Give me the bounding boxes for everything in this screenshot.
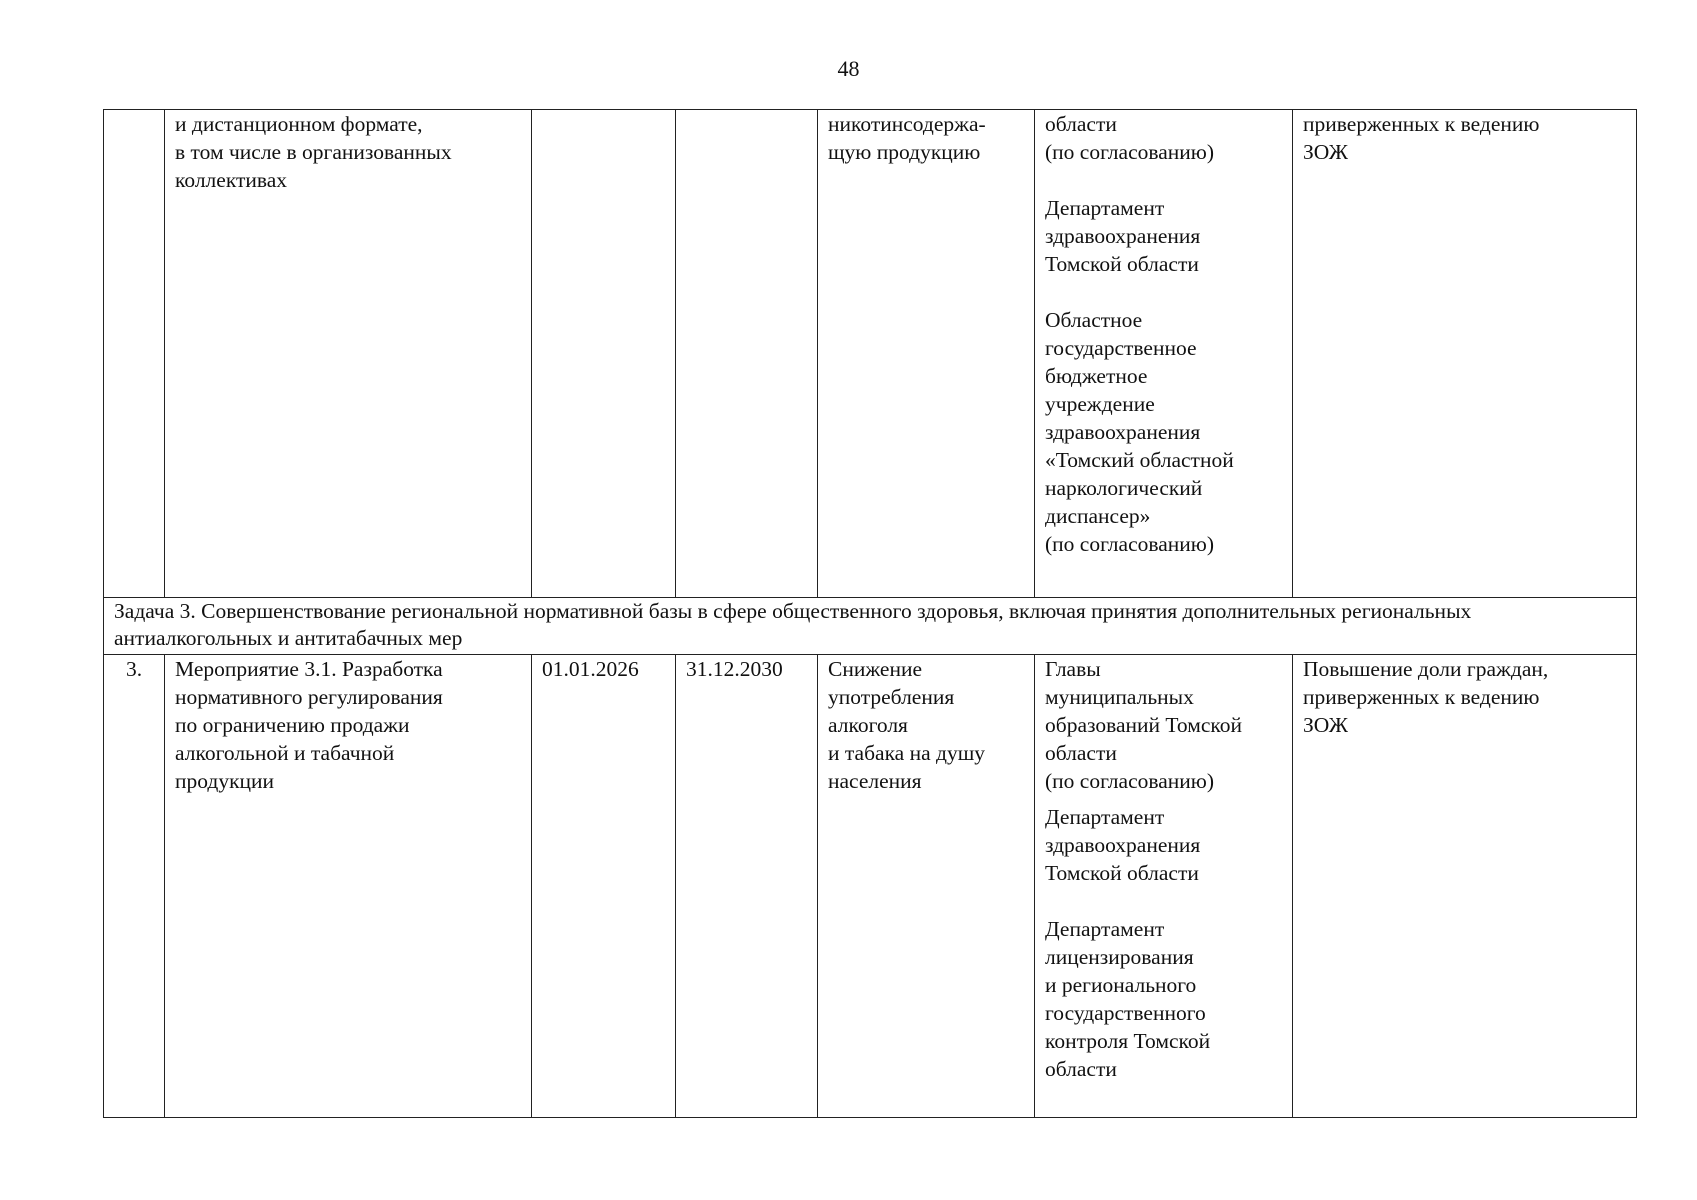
executor-item: Главы муниципальных образований Томской области (по согласованию) [1045,657,1243,793]
start-date-cell [532,110,676,598]
table-row-task [104,598,1637,655]
start-date-cell: 01.01.2026 [532,655,676,1118]
measures-table [103,109,1637,1118]
table-row-measure [104,655,1637,1118]
indicator-cell [818,110,1035,598]
activity-text: Мероприятие 3.1. Разработка нормативного регулирования по ограничению продажи алкогольной и табачной продукции [175,657,443,793]
result-text: приверженных к ведению ЗОЖ [1303,112,1540,164]
activity-text: и дистанционном формате, в том числе в организованных коллективах [175,112,452,192]
executor-item: Департамент лицензирования и регионального государственного контроля Томской области [1045,917,1211,1081]
result-cell [1293,110,1637,598]
executor-item: Департамент здравоохранения Томской области [1045,805,1201,885]
row-number-cell [104,110,165,598]
end-date-cell: 31.12.2030 [676,655,818,1118]
result-text: Повышение доли граждан, приверженных к ведению ЗОЖ [1303,657,1549,737]
result-cell [1293,655,1637,1118]
executor-item: области (по согласованию) [1045,112,1215,164]
row-number-cell: 3. [104,655,165,1118]
task-heading: Задача 3. Совершенствование региональной нормативной базы в сфере общественного здоровья, включая принятия дополнительных региональных антиалкогольных и антитабачных мер [104,598,1637,655]
activity-cell [165,110,532,598]
table-row-continuation [104,110,1637,598]
executors-cell [1035,655,1293,1118]
indicator-text: никотинсодержа- щую продукцию [828,112,986,164]
activity-cell [165,655,532,1118]
executors-cell [1035,110,1293,598]
indicator-cell [818,655,1035,1118]
executor-item: Областное государственное бюджетное учреждение здравоохранения «Томский областной наркологический диспансер» (по согласованию) [1045,308,1234,556]
indicator-text: Снижение употребления алкоголя и табака на душу населения [828,657,986,793]
page-number: 48 [837,56,860,81]
executor-item: Департамент здравоохранения Томской области [1045,196,1201,276]
end-date-cell [676,110,818,598]
